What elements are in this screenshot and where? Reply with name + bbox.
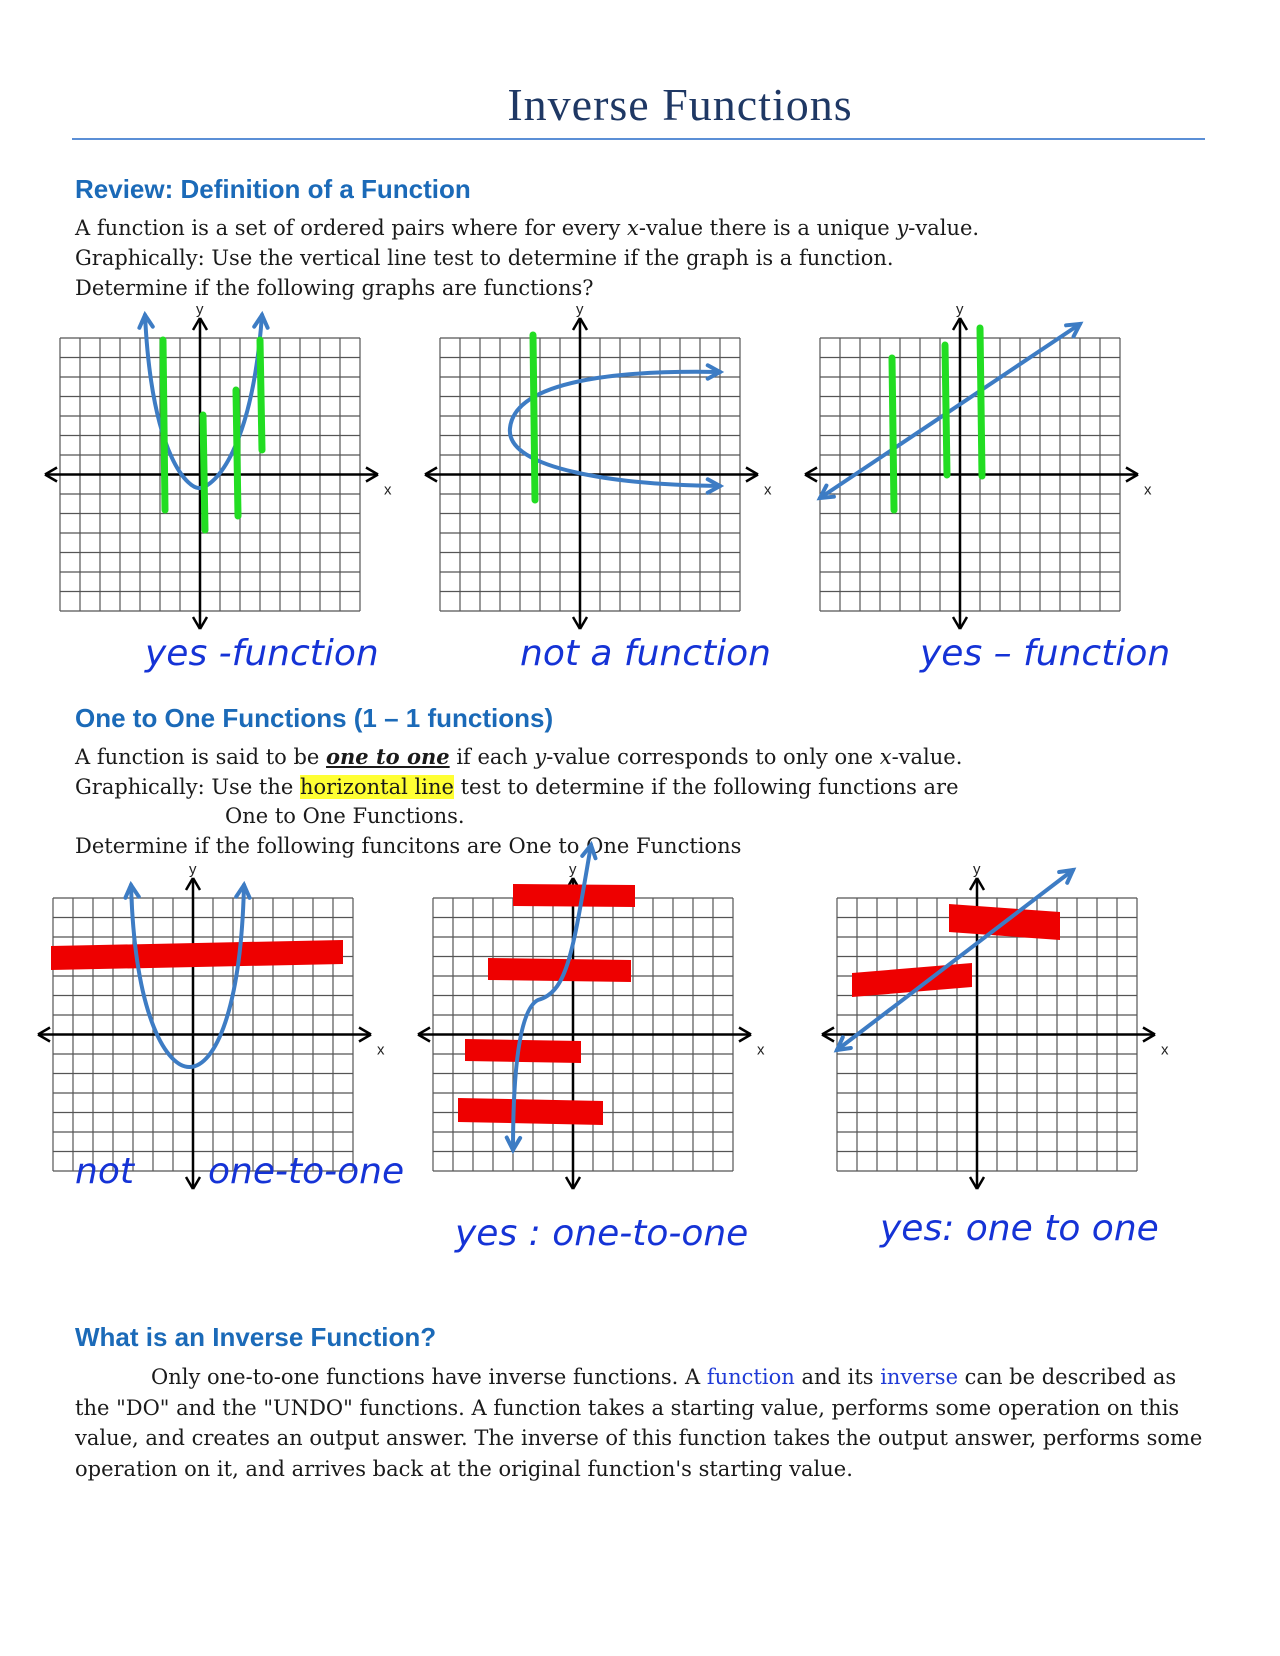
y-axis-label: y (189, 861, 197, 878)
page-title: Inverse Functions (507, 79, 853, 130)
svg-text:yes -function: yes -function (145, 633, 379, 674)
vertical-test-line (980, 328, 982, 476)
vertical-test-line (203, 415, 205, 530)
graph-cubic-horizontal-test (413, 861, 765, 1170)
y-axis-label: y (569, 861, 577, 878)
vertical-test-line (945, 345, 947, 475)
title-rule (72, 138, 1205, 140)
x-axis-label: x (757, 1041, 765, 1059)
graph-5-annotation (450, 1205, 780, 1265)
review-line-1: A function is a set of ordered pairs where for every x-value there is a unique y-value. (75, 216, 980, 240)
x-axis-label: x (1144, 481, 1152, 499)
svg-text:one-to-one: one-to-one (208, 1151, 405, 1192)
y-axis-label: y (973, 861, 981, 878)
graph-1-annotation (140, 625, 380, 685)
x-axis-label: x (1161, 1041, 1169, 1059)
graph-line-vertical-test (800, 301, 1152, 610)
graph-sideways-parabola-vertical-test (420, 301, 772, 610)
sideways-parabola-curve (510, 372, 720, 486)
svg-text:not: not (75, 1151, 134, 1192)
inverse-paragraph: Only one-to-one functions have inverse functions. A function and its inverse can be described as the "DO" and the "UNDO" functions. A function takes a starting value, performs some operation on this value, and creates an output answer. The inverse of this function takes the output answer, performs some operation on it, and arrives back at the original function's starting value. (75, 1365, 1203, 1481)
review-line-3: Determine if the following graphs are functions? (75, 276, 594, 300)
y-axis-label: y (196, 301, 204, 318)
svg-text:not a function: not a function (520, 633, 771, 674)
function-link[interactable]: function (706, 1365, 795, 1389)
graph-4-annotation (70, 1145, 405, 1205)
svg-text:yes : one-to-one: yes : one-to-one (455, 1213, 749, 1254)
y-axis-label: y (576, 301, 584, 318)
horizontal-test-bar (465, 1039, 581, 1063)
review-line-2: Graphically: Use the vertical line test to determine if the graph is a function. (75, 246, 894, 270)
y-axis-label: y (956, 301, 964, 318)
horizontal-test-bar (51, 940, 343, 970)
graph-parabola-vertical-test (40, 301, 392, 610)
vertical-test-line (892, 358, 894, 510)
x-axis-label: x (764, 481, 772, 499)
x-axis-label: x (377, 1041, 385, 1059)
one-to-one-line-4: Determine if the following funcitons are One to One Functions (75, 834, 742, 858)
graph-6-annotation (875, 1200, 1175, 1260)
review-heading: Review: Definition of a Function (75, 174, 471, 204)
graph-3-annotation (915, 625, 1171, 685)
horizontal-test-bar (458, 1098, 603, 1125)
one-to-one-line-2: Graphically: Use the horizontal line test to determine if the following functions are (75, 775, 959, 799)
graph-line-horizontal-test (817, 861, 1169, 1170)
graph-parabola-horizontal-test (33, 861, 385, 1170)
svg-text:yes: one to one: yes: one to one (880, 1208, 1159, 1249)
inverse-link[interactable]: inverse (880, 1365, 958, 1389)
one-to-one-line-1: A function is said to be one to one if each y-value corresponds to only one x-value. (75, 744, 963, 769)
one-to-one-heading: One to One Functions (1 – 1 functions) (75, 703, 554, 733)
svg-text:yes – function: yes – function (920, 633, 1171, 674)
graph-2-annotation (515, 625, 775, 685)
vertical-test-line (163, 340, 165, 510)
inverse-heading: What is an Inverse Function? (75, 1322, 437, 1352)
x-axis-label: x (384, 481, 392, 499)
vertical-test-line (533, 335, 535, 500)
vertical-test-line (236, 390, 238, 516)
one-to-one-line-3: One to One Functions. (225, 804, 465, 828)
horizontal-test-bar (513, 884, 635, 907)
vertical-test-line (260, 340, 262, 450)
